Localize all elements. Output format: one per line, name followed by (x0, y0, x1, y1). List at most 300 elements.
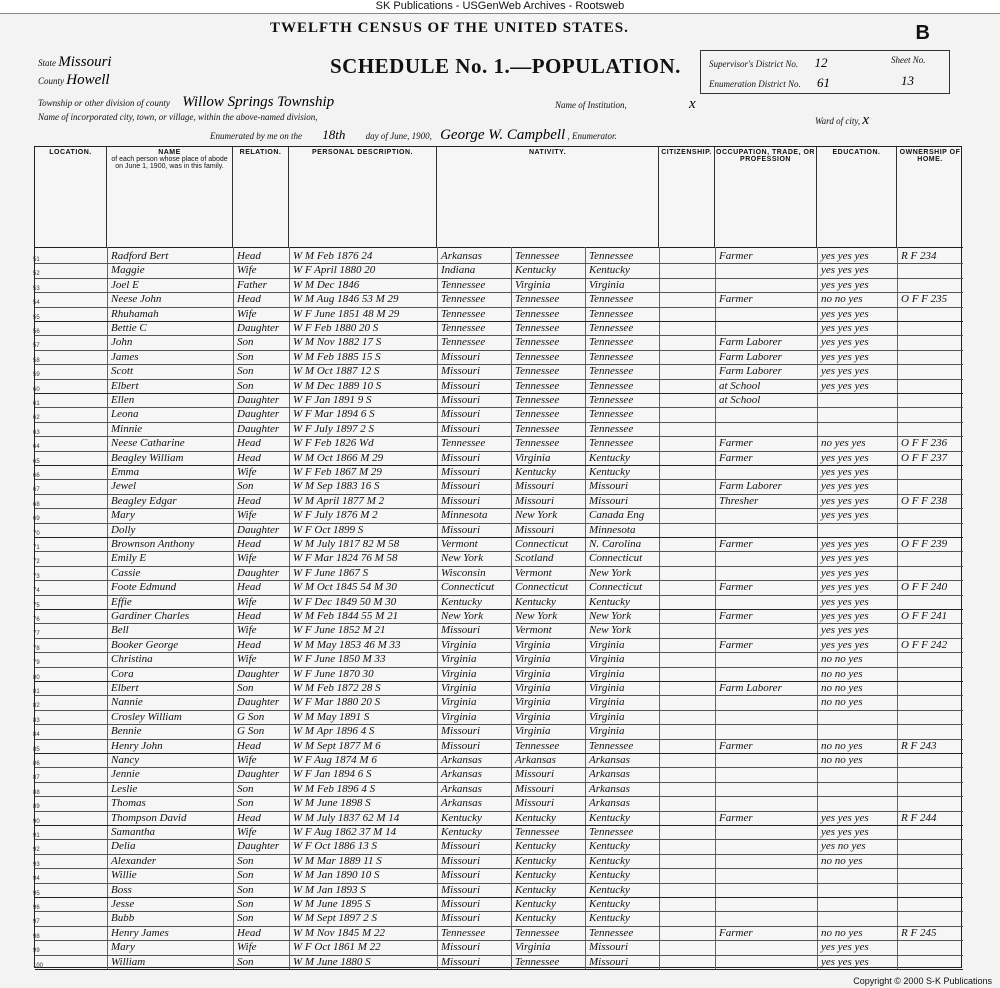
cell-desc: W F July 1876 M 2 (293, 509, 378, 522)
col-relation: RELATION. (233, 147, 289, 247)
cell-desc: W F Feb 1867 M 29 (293, 466, 382, 478)
cell-mother: Virginia (589, 667, 625, 680)
cell-occ (719, 796, 817, 811)
cell-line: 76 (33, 617, 40, 623)
table-row (35, 652, 963, 667)
cell-occ (719, 407, 817, 422)
table-row (35, 839, 963, 854)
col-ownership: OWNERSHIP OF HOME. (899, 149, 961, 163)
cell-name: Rhuhamah (111, 307, 159, 320)
table-row (35, 609, 963, 624)
cell-father: Tennessee (515, 926, 560, 939)
cell-own (901, 825, 963, 840)
cell-name: Maggie (111, 264, 145, 277)
cell-own: R F 244 (901, 811, 937, 824)
supervisor-field (709, 55, 827, 71)
cell-line: 55 (33, 314, 40, 321)
cell-name: Alexander (111, 854, 157, 867)
copyright: Copyright © 2000 S-K Publications (853, 976, 992, 986)
cell-own (901, 465, 963, 480)
cell-edu: yes yes yes (821, 566, 869, 579)
institution-value: x (689, 96, 696, 112)
cell-mother: Tennessee (589, 408, 634, 421)
cell-own (901, 263, 963, 278)
cell-desc: W M Aug 1846 53 M 29 (293, 293, 399, 306)
cell-own (901, 551, 963, 566)
cell-name: Dolly (111, 523, 136, 536)
cell-father: Vermont (515, 566, 552, 579)
cell-edu: yes yes yes (821, 509, 869, 522)
table-row (35, 465, 963, 480)
cell-father: Kentucky (515, 264, 556, 277)
cell-occ: Farmer (719, 581, 753, 594)
cell-desc: W M June 1895 S (293, 898, 371, 910)
table-row (35, 739, 963, 754)
cell-father: Missouri (515, 480, 555, 493)
cell-line: 80 (33, 674, 40, 681)
cell-mother: Virginia (589, 682, 625, 694)
cell-occ: Farmer (719, 250, 753, 262)
sheet-field (891, 55, 926, 65)
cell-rel: Daughter (237, 322, 280, 334)
cell-birth: Missouri (441, 379, 481, 392)
cell-edu: yes yes yes (821, 494, 869, 507)
enumeration-value: 61 (817, 75, 830, 90)
cell-edu: no no yes (821, 667, 863, 680)
cell-occ (719, 652, 817, 667)
table-row (35, 767, 963, 782)
cell-birth: Virginia (441, 638, 477, 651)
cell-desc: W M Sept 1897 2 S (293, 912, 378, 925)
table-row (35, 494, 963, 509)
cell-rel: Wife (237, 754, 257, 766)
cell-edu: yes no yes (821, 840, 866, 853)
cell-father: Tennessee (515, 826, 560, 838)
cell-rel: Wife (237, 307, 257, 320)
cell-name: Nancy (111, 754, 140, 766)
cell-mother: Virginia (589, 638, 625, 651)
cell-rel: Wife (237, 941, 257, 954)
table-row (35, 436, 963, 451)
sheet-value: 13 (901, 73, 914, 88)
table-row (35, 422, 963, 437)
table-row (35, 537, 963, 552)
cell-desc: W M May 1891 S (293, 710, 370, 723)
cell-line: 70 (33, 530, 40, 537)
table-row (35, 926, 963, 941)
cell-own: O F F 238 (901, 494, 948, 507)
cell-name: Cora (111, 667, 134, 680)
cell-own (901, 911, 963, 926)
cell-birth: Missouri (441, 624, 481, 637)
cell-edu: yes yes yes (821, 307, 869, 320)
cell-occ (719, 508, 817, 523)
cell-father: Tennessee (515, 437, 560, 450)
cell-name: Henry James (111, 926, 169, 939)
table-row (35, 278, 963, 293)
cell-line: 88 (33, 789, 40, 796)
cell-name: Bettie C (111, 322, 147, 334)
cell-rel: Wife (237, 509, 257, 522)
table-row (35, 580, 963, 595)
cell-name: Delia (111, 840, 136, 853)
cell-rel: Daughter (237, 667, 280, 680)
col-occupation: OCCUPATION, TRADE, OR PROFESSION (715, 147, 817, 247)
cell-father: Virginia (515, 638, 551, 651)
cell-edu: no no yes (821, 682, 863, 694)
cell-own (901, 321, 963, 336)
cell-line: 90 (33, 818, 40, 825)
cell-desc: W M July 1817 82 M 58 (293, 538, 400, 550)
cell-occ (719, 551, 817, 566)
cell-rel: Head (237, 293, 261, 306)
cell-father: Missouri (515, 797, 555, 810)
cell-occ: Farmer (719, 538, 753, 550)
cell-occ: Farm Laborer (719, 365, 782, 378)
cell-birth: Missouri (441, 898, 481, 910)
cell-own (901, 479, 963, 494)
cell-occ (719, 868, 817, 883)
cell-rel: Daughter (237, 422, 280, 435)
cell-father: Virginia (515, 710, 551, 723)
cell-edu: yes yes yes (821, 624, 869, 637)
cell-edu (821, 782, 897, 797)
cell-father: Tennessee (515, 739, 560, 752)
cell-occ (719, 753, 817, 768)
cell-occ (719, 839, 817, 854)
table-row (35, 292, 963, 307)
cell-desc: W M June 1898 S (293, 797, 371, 810)
cell-line: 81 (33, 689, 40, 695)
cell-occ (719, 955, 817, 970)
cell-birth: Missouri (441, 365, 481, 378)
cell-own: O F F 237 (901, 451, 948, 464)
table-row (35, 379, 963, 394)
cell-desc: W F Aug 1874 M 6 (293, 754, 377, 766)
cell-desc: W F July 1897 2 S (293, 422, 374, 435)
enumerated-day: 18th (322, 127, 346, 142)
cell-own (901, 868, 963, 883)
cell-occ (719, 767, 817, 782)
incorporated-label: Name of incorporated city, town, or village, within the above-named division, (38, 112, 318, 122)
cell-father: Tennessee (515, 350, 560, 363)
col-education: EDUCATION. (817, 147, 897, 247)
cell-edu (821, 883, 897, 898)
cell-father: Virginia (515, 725, 551, 738)
cell-name: Emma (111, 466, 140, 478)
cell-name: Jennie (111, 768, 140, 781)
cell-edu (821, 911, 897, 926)
cell-own (901, 854, 963, 869)
cell-rel: Head (237, 451, 261, 464)
cell-desc: W M Oct 1887 12 S (293, 365, 380, 378)
cell-mother: Tennessee (589, 422, 634, 435)
cell-father: New York (515, 610, 558, 622)
table-row (35, 681, 963, 696)
cell-edu: no no yes (821, 653, 863, 666)
cell-own (901, 710, 963, 725)
cell-own (901, 955, 963, 970)
cell-own (901, 407, 963, 422)
cell-edu: yes yes yes (821, 278, 869, 291)
sheet-letter: B (915, 22, 930, 44)
cell-mother: Arkansas (589, 782, 630, 795)
cell-mother: Kentucky (589, 854, 630, 867)
cell-father: Kentucky (515, 466, 556, 478)
ward-value: x (862, 112, 870, 128)
cell-edu (821, 407, 897, 422)
cell-occ (719, 883, 817, 898)
cell-desc: W F Oct 1886 13 S (293, 840, 378, 853)
cell-birth: Minnesota (441, 509, 488, 522)
enumerator-label: , Enumerator. (567, 131, 617, 141)
cell-line: 77 (33, 631, 40, 638)
cell-rel: Wife (237, 466, 257, 478)
table-row (35, 940, 963, 955)
cell-own (901, 278, 963, 293)
cell-own (901, 695, 963, 710)
supervisor-label: Supervisor's District No. (709, 59, 799, 69)
cell-own (901, 379, 963, 394)
cell-mother: Missouri (589, 480, 629, 493)
township-value: Willow Springs Township (182, 94, 335, 110)
cell-desc: W F Oct 1899 S (293, 523, 364, 536)
cell-edu: yes yes yes (821, 595, 869, 608)
cell-desc: W M Jan 1893 S (293, 883, 366, 896)
cell-line: 52 (33, 271, 40, 278)
cell-mother: Minnesota (589, 523, 636, 536)
cell-edu: yes yes yes (821, 552, 869, 565)
cell-own (901, 350, 963, 365)
cell-desc: W M Feb 1885 15 S (293, 350, 381, 363)
row-rule (35, 969, 963, 970)
cell-desc: W F Feb 1826 Wd (293, 437, 374, 450)
cell-father: Missouri (515, 523, 555, 536)
cell-father: Kentucky (515, 840, 556, 853)
cell-mother: Virginia (589, 725, 625, 738)
cell-desc: W F April 1880 20 (293, 264, 376, 277)
cell-rel: Daughter (237, 768, 280, 781)
table-row (35, 724, 963, 739)
cell-rel: Daughter (237, 696, 280, 709)
cell-line: 64 (33, 444, 40, 451)
cell-desc: W F June 1867 S (293, 566, 369, 579)
cell-edu: no yes yes (821, 437, 866, 450)
cell-line: 84 (33, 732, 40, 739)
cell-rel: Son (237, 854, 254, 867)
cell-edu: yes yes yes (821, 581, 869, 594)
cell-desc: W F Mar 1880 20 S (293, 696, 381, 709)
cell-birth: Tennessee (441, 278, 486, 291)
cell-name: Boss (111, 883, 132, 896)
cell-mother: Tennessee (589, 365, 634, 378)
cell-edu: no no yes (821, 926, 863, 939)
cell-rel: Head (237, 494, 261, 507)
cell-mother: Kentucky (589, 883, 630, 896)
cell-own (901, 523, 963, 538)
cell-line: 71 (33, 545, 40, 551)
table-row (35, 595, 963, 610)
cell-edu: yes yes yes (821, 941, 869, 954)
cell-occ (719, 710, 817, 725)
institution-label: Name of Institution, (555, 100, 627, 110)
cell-birth: Missouri (441, 494, 481, 507)
cell-name: Ellen (111, 394, 135, 406)
cell-occ (719, 940, 817, 955)
cell-rel: Son (237, 898, 254, 910)
cell-line: 72 (33, 559, 40, 566)
enumerated-field (210, 127, 617, 144)
cell-mother: Kentucky (589, 811, 630, 824)
cell-edu: yes yes yes (821, 538, 869, 550)
table-row (35, 854, 963, 869)
cell-rel: Head (237, 638, 261, 651)
cell-rel: Father (237, 278, 267, 291)
cell-edu: yes yes yes (821, 322, 869, 334)
cell-father: Scotland (515, 552, 554, 565)
table-row (35, 364, 963, 379)
cell-birth: Missouri (441, 523, 481, 536)
cell-birth: Kentucky (441, 826, 482, 838)
cell-mother: Tennessee (589, 437, 634, 450)
cell-line: 60 (33, 386, 40, 393)
cell-line: 99 (33, 948, 40, 955)
cell-birth: Missouri (441, 725, 481, 738)
cell-mother: Connecticut (589, 581, 643, 594)
cell-name: Gardiner Charles (111, 610, 190, 622)
cell-edu: yes yes yes (821, 250, 869, 262)
cell-desc: W F Jan 1894 6 S (293, 768, 372, 781)
cell-edu (821, 523, 897, 538)
cell-rel: Son (237, 336, 254, 349)
cell-name: Emily E (111, 552, 147, 565)
table-row (35, 623, 963, 638)
cell-mother: Virginia (589, 710, 625, 723)
table-row (35, 335, 963, 350)
cell-occ: Farmer (719, 638, 753, 651)
census-title: TWELFTH CENSUS OF THE UNITED STATES. (270, 20, 629, 36)
schedule-title: SCHEDULE No. 1.—POPULATION. (330, 54, 681, 78)
cell-desc: W M Apr 1896 4 S (293, 725, 375, 738)
cell-rel: Head (237, 926, 261, 939)
cell-occ (719, 595, 817, 610)
cell-own (901, 623, 963, 638)
cell-mother: Canada Eng (589, 509, 645, 522)
cell-rel: Daughter (237, 523, 280, 536)
cell-father: Tennessee (515, 336, 560, 349)
col-location: LOCATION. (35, 147, 107, 247)
cell-occ (719, 278, 817, 293)
cell-mother: Tennessee (589, 379, 634, 392)
cell-own (901, 753, 963, 768)
cell-rel: Daughter (237, 840, 280, 853)
cell-name: Jewel (111, 480, 137, 493)
cell-own (901, 667, 963, 682)
col-name: NAME of each person whose place of abode on June 1, 1900, was in this family. (107, 147, 233, 247)
cell-mother: Missouri (589, 494, 629, 507)
cell-line: 95 (33, 890, 40, 897)
cell-name: Effie (111, 595, 132, 608)
cell-name: Bennie (111, 725, 142, 738)
cell-birth: Connecticut (441, 581, 495, 594)
cell-line: 82 (33, 703, 40, 710)
cell-father: Virginia (515, 696, 551, 709)
cell-rel: Daughter (237, 394, 280, 406)
cell-own: O F F 235 (901, 293, 948, 306)
cell-mother: Tennessee (589, 350, 634, 363)
cell-birth: Missouri (441, 394, 481, 406)
cell-desc: W M Feb 1876 24 (293, 250, 373, 262)
cell-rel: G Son (237, 725, 265, 738)
cell-desc: W F Jan 1891 9 S (293, 394, 372, 406)
cell-birth: Missouri (441, 739, 481, 752)
cell-line: 86 (33, 761, 40, 767)
cell-birth: Missouri (441, 350, 481, 363)
table-row (35, 479, 963, 494)
cell-edu: yes yes yes (821, 365, 869, 378)
cell-desc: W M Oct 1866 M 29 (293, 451, 384, 464)
cell-name: Jesse (111, 898, 135, 910)
table-row (35, 508, 963, 523)
cell-rel: Son (237, 682, 254, 694)
cell-mother: Kentucky (589, 451, 630, 464)
cell-desc: W M Nov 1882 17 S (293, 336, 382, 349)
cell-name: Neese Catharine (111, 437, 185, 450)
cell-rel: Son (237, 883, 254, 896)
enumerated-label: Enumerated by me on the (210, 131, 302, 141)
cell-name: Bell (111, 624, 129, 637)
cell-edu (821, 897, 897, 912)
cell-name: John (111, 336, 133, 349)
cell-father: Missouri (515, 782, 555, 795)
cell-mother: Missouri (589, 955, 629, 968)
cell-rel: Son (237, 379, 254, 392)
cell-mother: Tennessee (589, 926, 634, 939)
table-row (35, 321, 963, 336)
sheet-label: Sheet No. (891, 55, 926, 65)
cell-line: 74 (33, 588, 40, 595)
cell-line: 69 (33, 516, 40, 523)
cell-desc: W M Feb 1872 28 S (293, 682, 381, 694)
cell-desc: W M Nov 1845 M 22 (293, 926, 385, 939)
cell-line: 59 (33, 372, 40, 379)
cell-occ: at School (719, 394, 761, 406)
cell-birth: Arkansas (441, 797, 482, 810)
cell-edu (821, 767, 897, 782)
table-row (35, 523, 963, 538)
cell-own (901, 335, 963, 350)
cell-edu: yes yes yes (821, 264, 869, 277)
cell-line: 85 (33, 746, 40, 753)
cell-own (901, 940, 963, 955)
cell-edu: yes yes yes (821, 480, 869, 493)
cell-mother: Kentucky (589, 264, 630, 277)
cell-edu: yes yes yes (821, 955, 869, 968)
cell-rel: Head (237, 538, 261, 550)
cell-birth: Indiana (441, 264, 476, 277)
cell-occ (719, 422, 817, 437)
cell-own (901, 364, 963, 379)
ward-field (815, 112, 869, 129)
cell-occ: Farmer (719, 451, 753, 464)
cell-occ: Farm Laborer (719, 480, 782, 493)
cell-father: Tennessee (515, 394, 560, 406)
cell-own (901, 307, 963, 322)
cell-birth: Missouri (441, 408, 481, 421)
cell-birth: Kentucky (441, 595, 482, 608)
cell-occ: at School (719, 379, 761, 392)
cell-rel: Head (237, 437, 261, 450)
